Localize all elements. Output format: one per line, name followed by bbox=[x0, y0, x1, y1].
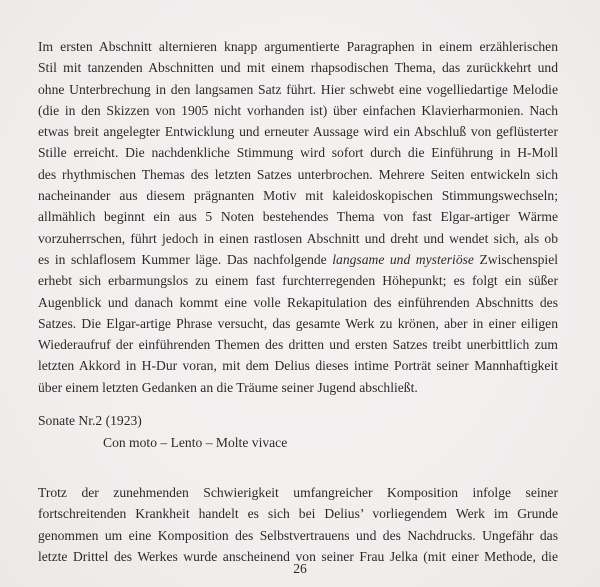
paragraph-1-line: über einem letzten Gedanken an die Träume seiner Jugend abschließt. bbox=[38, 379, 418, 395]
paragraph-2-line: Trotz der zunehmenden Schwierigkeit umfangreicher Komposition infolge seiner bbox=[38, 485, 558, 500]
section-heading: Sonate Nr.2 (1923) bbox=[38, 413, 142, 428]
paragraph-1-line: nacheinander aus diesem prägnanten Motiv mit kaleidoskopischen Stimmungswechseln; bbox=[38, 188, 558, 204]
paragraph-1-line: etwas breit angelegter Entwicklung und erneuter Aussage wird ein Abschluß von geflüsterter bbox=[38, 124, 558, 140]
paragraph-2-line: fortschreitenden Krankheit handelt es sich bei Delius’ vorliegendem Werk im Grunde bbox=[38, 506, 558, 522]
paragraph-1-line: letzten Akkord in H-Dur voran, mit dem Delius dieses intime Porträt seiner Mannhaftigkeit bbox=[38, 358, 558, 374]
paragraph-1-line-with-italic bbox=[38, 249, 558, 270]
line-start: es in schlaflosem Kummer läge. Das nachfolgende bbox=[38, 251, 333, 267]
paragraph-2 bbox=[38, 482, 558, 567]
paragraph-1-line: vorzuherrschen, führt jedoch in einen rastlosen Abschnitt und dreht und wendet sich, als ob bbox=[38, 230, 558, 246]
paragraph-2-line: genommen um eine Komposition des Selbstvertrauens und des Nachdrucks. Ungefähr das bbox=[38, 527, 558, 543]
paragraph-1-line: Augenblick und danach kommt eine volle Rekapitulation des einführenden Abschnitts des bbox=[38, 294, 558, 310]
paragraph-1-line: Stille erreicht. Die nachdenkliche Stimmung wird sofort durch die Einführung in H-Moll bbox=[38, 145, 558, 161]
paragraph-1-line: des rhythmischen Themas des letzten Satzes unterbrochen. Mehrere Seiten entwickeln sich bbox=[38, 166, 558, 182]
paragraph-1-line: Wiederaufruf der einführenden Themen des dritten und ersten Satzes treibt unerbittlich zum bbox=[38, 337, 558, 353]
paragraph-1 bbox=[38, 36, 558, 398]
tempo-markings: Con moto – Lento – Molte vivace bbox=[103, 435, 288, 450]
paragraph-1-line: ohne Unterbrechung in den langsamen Satz führt. Hier schwebt eine vogelliedartige Melodie bbox=[38, 81, 558, 97]
paragraph-1-line: Im ersten Abschnitt alternieren knapp argumentierte Paragraphen in einem erzählerischen bbox=[38, 39, 558, 54]
paragraph-1-line: allmählich beginnt ein aus 5 Noten bestehendes Thema von fast Elgar-artiger Wärme bbox=[38, 209, 558, 225]
paragraph-1-line: (die in den Skizzen von 1905 nicht vorhanden ist) über einfachen Klavierharmonien. Nach bbox=[38, 102, 558, 118]
paragraph-1-line: Stil mit tanzenden Abschnitten und mit einem rhapsodischen Thema, das zurückkehrt und bbox=[38, 60, 558, 76]
paragraph-1-line: erhebt sich erbarmungslos zu einem fast furchterregenden Höhepunkt; es folgt ein süßer bbox=[38, 273, 558, 289]
paragraph-2-line: letzte Drittel des Werkes wurde anscheinend von seiner Frau Jelka (mit einer Methode, die bbox=[38, 548, 558, 564]
line-end: Zwischenspiel bbox=[473, 251, 559, 267]
paragraph-1-line: Satzes. Die Elgar-artige Phrase versucht, das gesamte Werk zu krönen, aber in einer eiligen bbox=[38, 315, 558, 331]
page-number: 26 bbox=[293, 561, 307, 576]
italic-phrase: langsame und mysteriöse bbox=[332, 251, 474, 267]
